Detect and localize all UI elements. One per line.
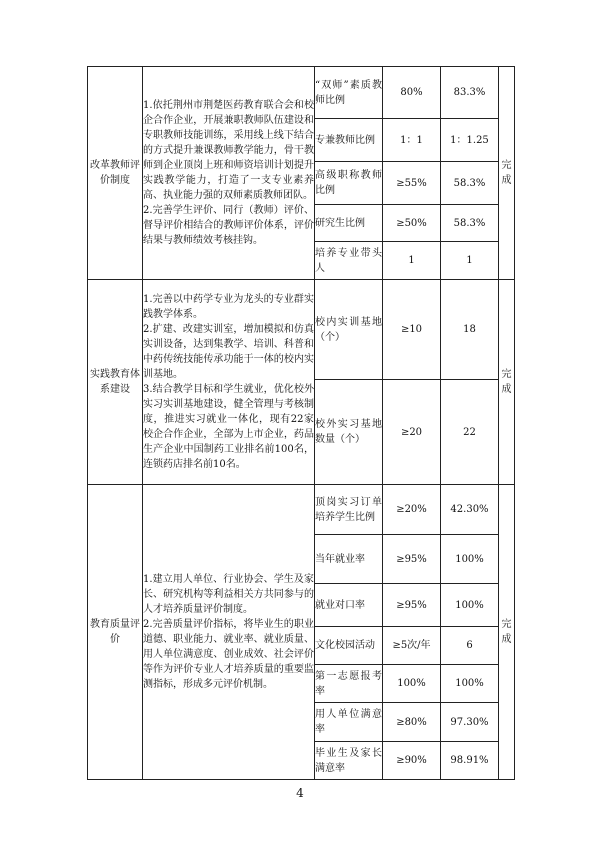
indicator-actual: 58.3% [441, 205, 499, 242]
indicator-name: 当年就业率 [315, 535, 383, 584]
description-paragraph: 2.完善质量评价指标，将毕业生的职业道德、职业能力、就业率、就业质量、用人单位满意度、创业成效、社会评价等作为评价专业人才培养质量的重要监测指标，形成多元评价机制。 [143, 619, 314, 690]
description-paragraph: 1.依托荆州市荆楚医药教育联合会和校企合作企业，开展兼职教师队伍建设和专职教师技能训练，采用线上线下结合的方式提升兼课教师教学能力，骨干教师到企业顶岗上班和师资培训计划提升实践教学能力，打造了一支专业素养高、执业能力强的双师素质教师团队。 [143, 100, 314, 201]
indicator-name: 顶岗实习订单培养学生比例 [315, 485, 383, 535]
category-cell: 实践教育体系建设 [88, 280, 143, 485]
indicator-actual: 100% [441, 665, 499, 703]
indicator-target: ≥5次/年 [383, 627, 441, 665]
indicator-target: ≥90% [383, 742, 441, 780]
indicator-name: 高级职称教师比例 [315, 162, 383, 205]
status-cell: 完成 [499, 67, 515, 280]
description-paragraph: 3.结合教学目标和学生就业，优化校外实习实训基地建设，健全管理与考核制度，推进实习就业一体化，现有22家校企合作企业，全部为上市企业，药品生产企业中国制药工业排名前100名，连锁药店排名前10名。 [143, 384, 314, 470]
indicator-actual: 97.30% [441, 703, 499, 742]
indicator-name: 研究生比例 [315, 205, 383, 242]
description-cell [143, 280, 315, 485]
category-cell: 改革教师评价制度 [88, 67, 143, 280]
indicator-actual: 22 [441, 380, 499, 485]
page-number: 4 [296, 786, 304, 800]
indicator-actual: 18 [441, 280, 499, 380]
indicator-name: 就业对口率 [315, 584, 383, 627]
table-row [88, 280, 515, 380]
indicator-name: 校内实训基地（个） [315, 280, 383, 380]
indicator-name: 校外实习基地数量（个） [315, 380, 383, 485]
description-cell [143, 67, 315, 280]
indicator-target: 80% [383, 67, 441, 119]
indicator-target: 1：1 [383, 119, 441, 162]
indicator-target: ≥95% [383, 535, 441, 584]
status-cell: 完成 [499, 485, 515, 780]
indicator-name: 文化校园活动 [315, 627, 383, 665]
evaluation-table [87, 66, 515, 780]
description-paragraph: 1.完善以中药学专业为龙头的专业群实践教学体系。 [143, 294, 314, 320]
indicator-target: ≥20% [383, 485, 441, 535]
table-row [88, 485, 515, 535]
indicator-name: 毕业生及家长满意率 [315, 742, 383, 780]
status-cell: 完成 [499, 280, 515, 485]
indicator-name: 用人单位满意率 [315, 703, 383, 742]
indicator-name: 第一志愿报考率 [315, 665, 383, 703]
table-row [88, 67, 515, 119]
indicator-actual: 42.30% [441, 485, 499, 535]
indicator-actual: 1 [441, 242, 499, 280]
indicator-target: ≥20 [383, 380, 441, 485]
indicator-target: ≥55% [383, 162, 441, 205]
indicator-target: 100% [383, 665, 441, 703]
indicator-name: “双师”素质教师比例 [315, 67, 383, 119]
indicator-name: 专兼教师比例 [315, 119, 383, 162]
indicator-actual: 1：1.25 [441, 119, 499, 162]
indicator-actual: 6 [441, 627, 499, 665]
description-paragraph: 2.扩建、改建实训室，增加模拟和仿真实训设备，达到集教学、培训、科普和中药传统技能传承功能于一体的校内实训基地。 [143, 324, 314, 380]
indicator-target: 1 [383, 242, 441, 280]
indicator-actual: 100% [441, 584, 499, 627]
indicator-target: ≥95% [383, 584, 441, 627]
indicator-actual: 58.3% [441, 162, 499, 205]
description-paragraph: 2.完善学生评价、同行（教师）评价、督导评价相结合的教师评价体系，评价结果与教师绩效考核挂钩。 [143, 205, 314, 246]
indicator-name: 培养专业带头人 [315, 242, 383, 280]
category-cell: 教育质量评价 [88, 485, 143, 780]
description-cell [143, 485, 315, 780]
indicator-actual: 98.91% [441, 742, 499, 780]
description-paragraph: 1.建立用人单位、行业协会、学生及家长、研究机构等利益相关方共同参与的人才培养质量评价制度。 [143, 574, 314, 615]
indicator-target: ≥50% [383, 205, 441, 242]
indicator-actual: 100% [441, 535, 499, 584]
indicator-actual: 83.3% [441, 67, 499, 119]
indicator-target: ≥80% [383, 703, 441, 742]
indicator-target: ≥10 [383, 280, 441, 380]
